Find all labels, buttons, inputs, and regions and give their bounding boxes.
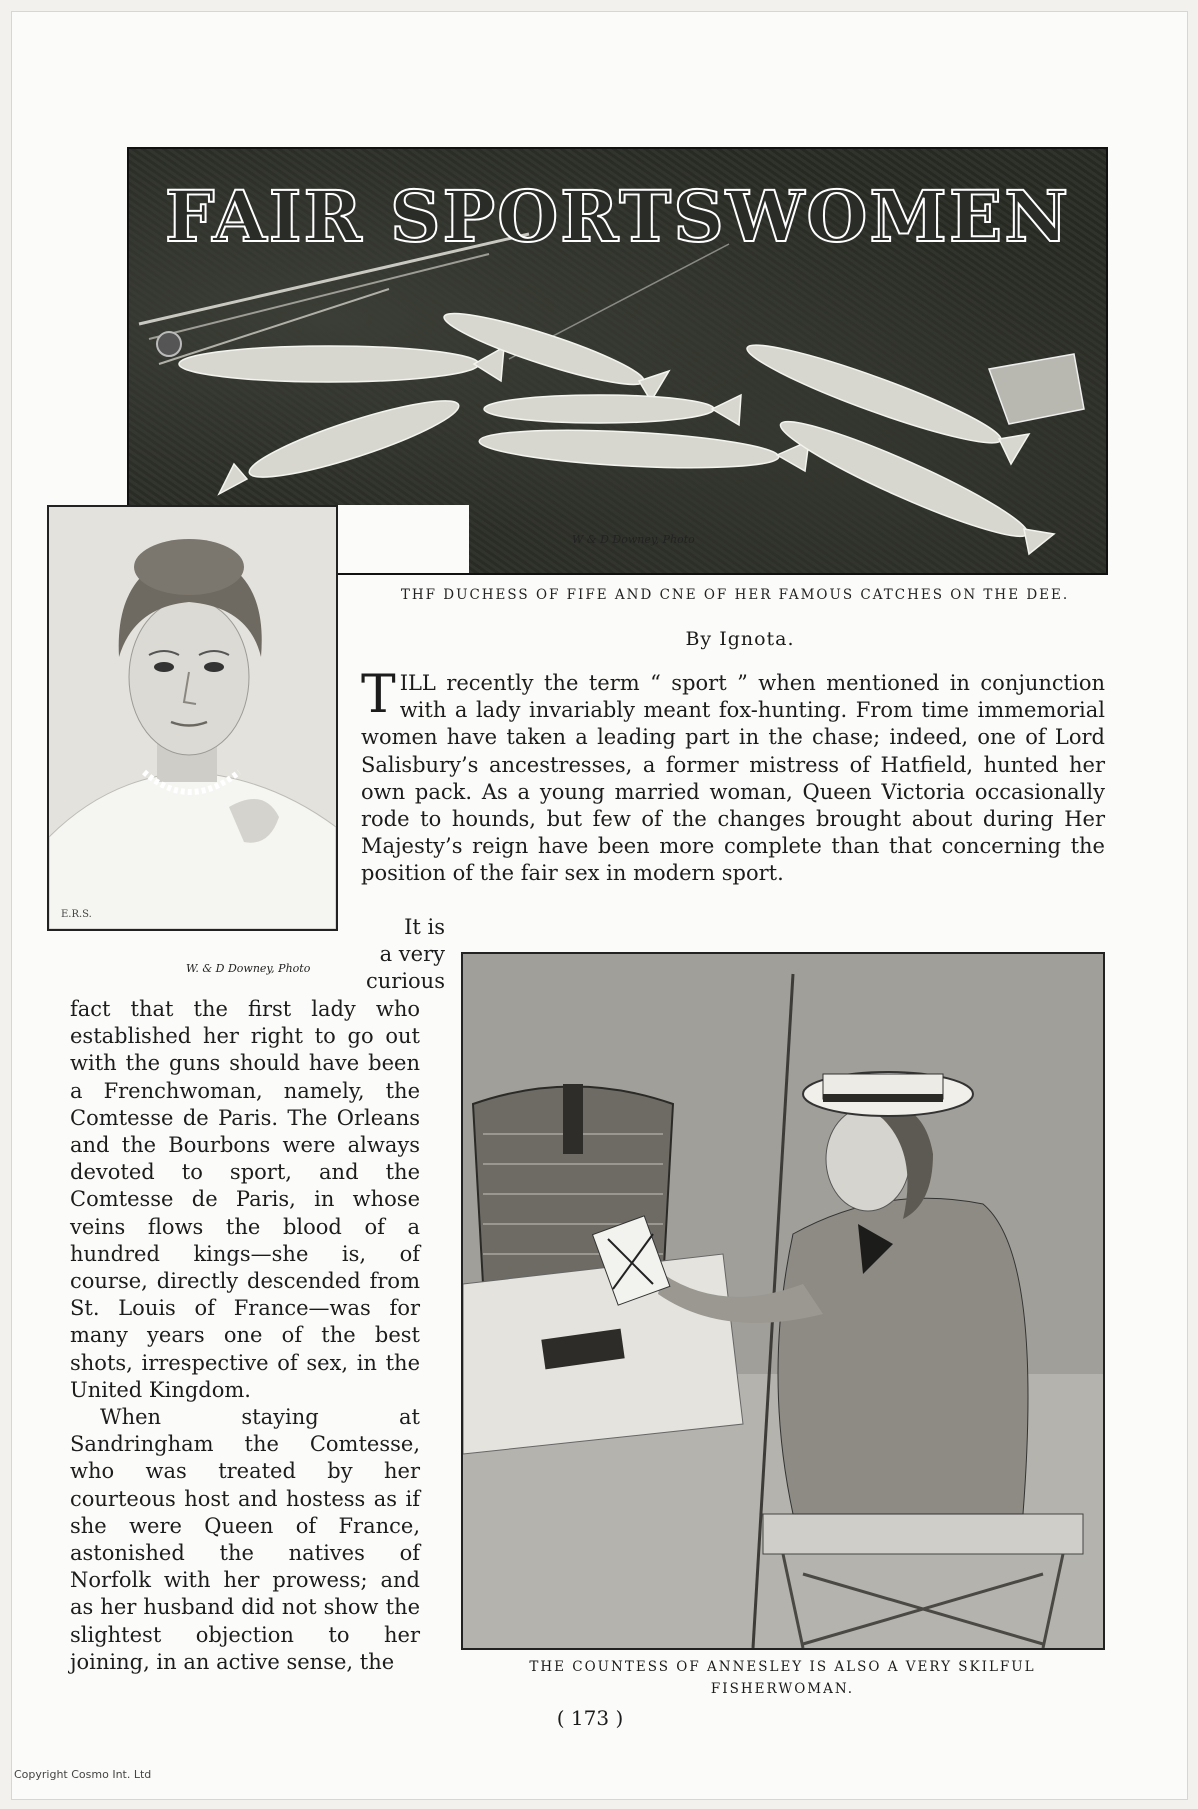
lead-line: It is <box>404 915 445 939</box>
article-title: FAIR SPORTSWOMEN <box>164 175 1071 258</box>
countess-photograph <box>461 952 1105 1650</box>
duchess-portrait <box>49 507 336 929</box>
byline: By Ignota. <box>685 628 795 650</box>
article-paragraph-2: fact that the first lady who established her right to go out with the guns should have been a Frenchwoman, namely, the Comtesse de Paris. The Orleans and the Bourbons were always devoted to sport, and the Comtesse de Paris, in whose veins flows the blood of a hundred kings—she is, of course, directly descended from St. Louis of France—was for many years one of the best shots, irrespective of sex, in the United Kingdom. <box>70 997 420 1402</box>
portrait-photograph <box>47 505 338 931</box>
page-number: ( 173 ) <box>556 1706 624 1730</box>
article-paragraph-3: When staying at Sandringham the Comtesse, who was treated by her courteous host and hostess as if she were Queen of France, astonished the natives of Norfolk with her prowess; and as her husband did not show the slightest objection to her joining, in an active sense, the <box>70 1405 420 1674</box>
countess-caption: THE COUNTESS OF ANNESLEY IS ALSO A VERY SKILFUL FISHERWOMAN. <box>529 1659 1036 1697</box>
paragraph-1-text: ILL recently the term “ sport ” when mentioned in conjunction with a lady invariably meant fox-hunting. From time immemorial women have taken a leading part in the chase; indeed, one of Lord Salisbury’s ancestresses, a former mistress of Hatfield, hunted her own pack. As a young married woman, Queen Victoria occasionally rode to hounds, but few of the changes brought about during Her Majesty’s reign have been more complete than that concerning the position of the fair sex in modern sport. <box>361 671 1105 886</box>
lead-line: curious <box>366 969 445 994</box>
article-paragraph-1 <box>361 665 1105 888</box>
header-photo-credit: W & D Downey, Photo <box>572 533 695 546</box>
portrait-photo-credit: W. & D Downey, Photo <box>186 962 311 975</box>
lead-line: a very <box>379 942 445 967</box>
copyright-notice: Copyright Cosmo Int. Ltd <box>14 1768 152 1781</box>
header-caption: THF DUCHESS OF FIFE AND CNE OF HER FAMOUS CATCHES ON THE DEE. <box>400 587 1070 603</box>
portrait-monogram: E.R.S. <box>61 909 92 920</box>
left-column <box>70 996 420 1676</box>
paragraph-2-lead <box>361 914 445 996</box>
countess-fishing-illustration <box>463 954 1103 1648</box>
drop-cap: T <box>361 665 396 725</box>
